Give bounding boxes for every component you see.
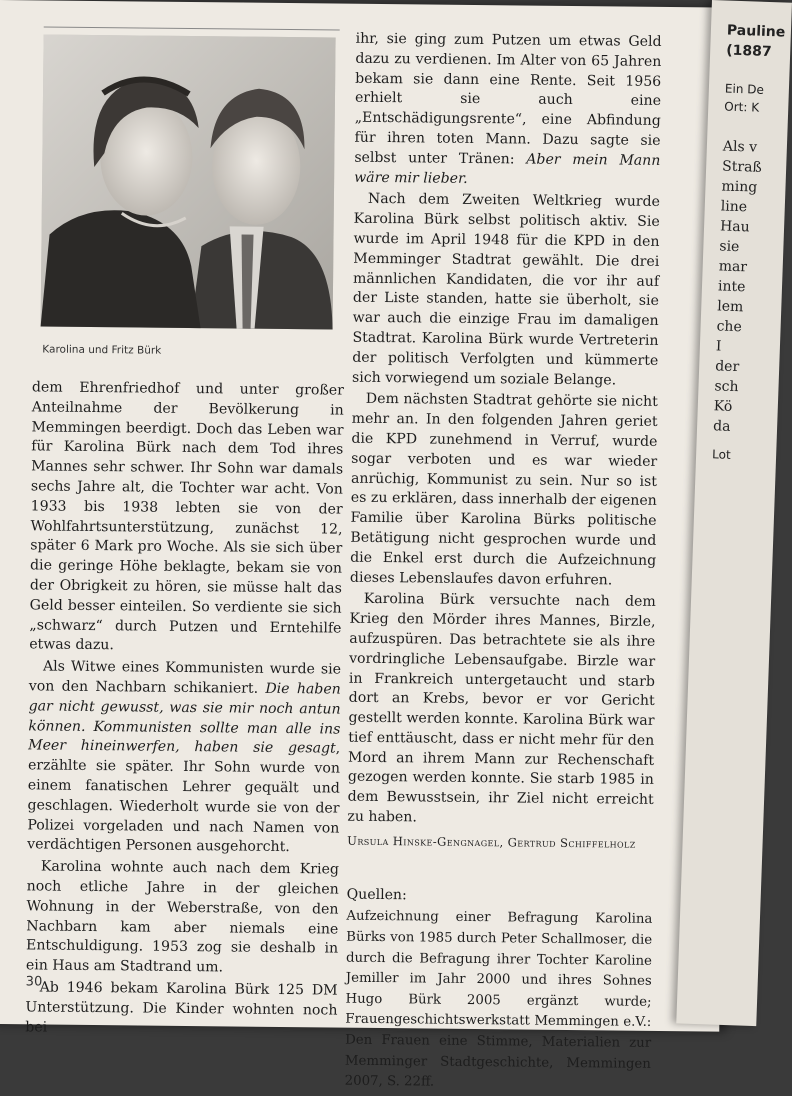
portrait-image (41, 34, 336, 329)
facing-page-fragment: Ein De (724, 81, 765, 97)
facing-page-fragment: I (715, 338, 722, 355)
paragraph-text: Ab 1946 bekam Karolina Bürk 125 DM Unterstützung. Die Kinder wohnten noch bei (25, 979, 338, 1036)
sources-heading: Quellen: (346, 886, 407, 903)
facing-page-fragment: Lot (711, 447, 731, 462)
photo-caption: Karolina und Fritz Bürk (42, 343, 162, 357)
right-column (345, 30, 662, 1096)
facing-page-fragment: line (720, 198, 748, 216)
facing-page-fragment: Hau (719, 218, 750, 236)
facing-page-fragment: Straß (721, 158, 763, 176)
italic-quote: Die haben gar nicht gewusst, was sie mir noch antun können. Kommunisten sollte man alle ins Meer hineinwerfen, haben sie gesagt (28, 680, 341, 757)
paragraph-text: ihr, sie ging zum Putzen um etwas Geld dazu zu verdienen. Im Alter von 65 Jahren bekam sie dann eine Rente. Seit 1956 erhielt sie auch eine „Entschädigungsrente“, eine Abfindung für ihren toten Mann. Dazu sagte sie selbst unter Tränen: (354, 30, 662, 168)
paragraph-text: Karolina wohnte auch nach dem Krieg noch etliche Jahre in der gleichen Wohnung in der Weberstraße, von den Nachbarn kam aber niemals eine Entschuldigung. 1953 zog sie deshalb in ein Haus am Stadtrand um. (25, 858, 339, 976)
left-column (25, 378, 344, 1041)
portrait-photo (41, 34, 336, 329)
facing-page-fragment: (1887 (725, 42, 772, 61)
facing-page-fragment: Kö (713, 398, 733, 415)
author-credit: Ursula Hinske-Gengnagel, Gertrud Schiffelholz (347, 833, 636, 851)
facing-page-fragment: der (714, 358, 740, 376)
facing-page-fragment: mar (718, 258, 748, 276)
paragraph-text: Nach dem Zweiten Weltkrieg wurde Karolina Bürk selbst politisch aktiv. Sie wurde im April 1948 für die KPD in den Memminger Stadtrat gewählt. Die drei männlichen Kandidaten, die vor ihr auf der Liste standen, hatte sie überholt, sie war auch die einzige Frau im damaligen Stadtrat. Karolina Bürk wurde Vertreterin der politisch Verfolgten und kümmerte sich vorwiegend um soziale Belange. (351, 191, 661, 389)
facing-page-fragment: sie (719, 238, 740, 256)
body-paragraph (26, 857, 339, 979)
facing-page-fragment: ming (721, 178, 758, 196)
facing-page-fragment: inte (717, 278, 746, 296)
body-paragraph (347, 590, 655, 831)
facing-page-fragment: che (716, 318, 743, 336)
top-rule (44, 26, 340, 30)
italic-quote: Aber mein Mann wäre mir lieber. (354, 151, 661, 187)
paragraph-text: Karolina Bürk versuchte nach dem Krieg den Mörder ihres Mannes, Birzle, aufzuspüren. Das betrachtete sie als ihre vordringliche Lebensaufgabe. Birzle war in Frankreich untergetaucht und starb dort an Krebs, bevor er vor Gericht gestellt werden konnte. Karolina Bürk war tief enttäuscht, dass er nicht mehr für den Mord an ihrem Mann zur Rechenschaft gezogen werden konnte. Sie starb 1985 in dem Bewusstsein, ihr Ziel nicht erreicht zu haben. (347, 591, 656, 826)
body-paragraph (27, 657, 341, 858)
body-paragraph (29, 378, 344, 658)
body-paragraph (350, 390, 658, 591)
paragraph-text: dem Ehrenfriedhof und unter großer Anteilnahme der Bevölkerung in Memmingen beerdigt. Doch das Leben war für Karolina Bürk nach dem Tod ihres Mannes sehr schwer. Ihr Sohn war damals sechs Jahre alt, die Tochter war acht. Von 1933 bis 1938 lebten sie von der Wohlfahrtsunterstützung, zunächst 12, später 6 Mark pro Woche. Als sie sich über die geringe Höhe beklagte, bekam sie von der Obrigkeit zu hören, sie müsse halt das Geld besser einteilen. So verdiente sie sich „schwarz“ durch Putzen und Erntehilfe etwas dazu. (29, 379, 345, 654)
facing-page-fragment: lem (717, 298, 744, 316)
facing-page-fragment: Ort: K (724, 99, 760, 115)
facing-page-fragment: Pauline (726, 22, 786, 41)
facing-page-fragment: Als v (722, 138, 758, 156)
facing-page-fragment: sch (714, 378, 739, 396)
paragraph-text: Dem nächsten Stadtrat gehörte sie nicht mehr an. In den folgenden Jahren geriet die KPD zunehmend in Verruf, wurde sogar verboten und es war wieder anrüchig, Kommunist zu sein. Nur so ist es zu erklären, dass innerhalb der eigenen Familie über Karolina Bürks politische Betätigung nicht gesprochen wurde und die Enkel erst durch die Aufzeichnung dieses Lebenslaufes davon erfuhren. (349, 391, 658, 588)
paragraph-text: Als Witwe eines Kommunisten wurde sie von den Nachbarn schikaniert. (28, 658, 342, 697)
sources-text: Aufzeichnung einer Befragung Karolina Bürks von 1985 durch Peter Schallmoser, die durch die Befragung ihrer Tochter Karoline Jemiller im Jahr 2000 und ihres Sohnes Hugo Bürk 2005 ergänzt wurde; Frauengeschichtswerkstatt Memmingen e.V.: Den Frauen eine Stimme, Materialien zur Memminger Stadtgeschichte, Memmingen 2007, S. 22ff. (344, 909, 653, 1090)
page-number: 30 (25, 974, 43, 990)
facing-page-fragment: da (712, 418, 731, 435)
paragraph-text: , erzählte sie später. Ihr Sohn wurde von einem fanatischen Lehrer gequält und geschlagen. Wiederholt wurde sie von der Polizei vorgeladen und nach Namen von verdächtigen Personen ausgehorcht. (27, 740, 341, 856)
body-paragraph (25, 978, 338, 1041)
body-paragraph (354, 30, 662, 192)
body-paragraph (352, 190, 660, 391)
